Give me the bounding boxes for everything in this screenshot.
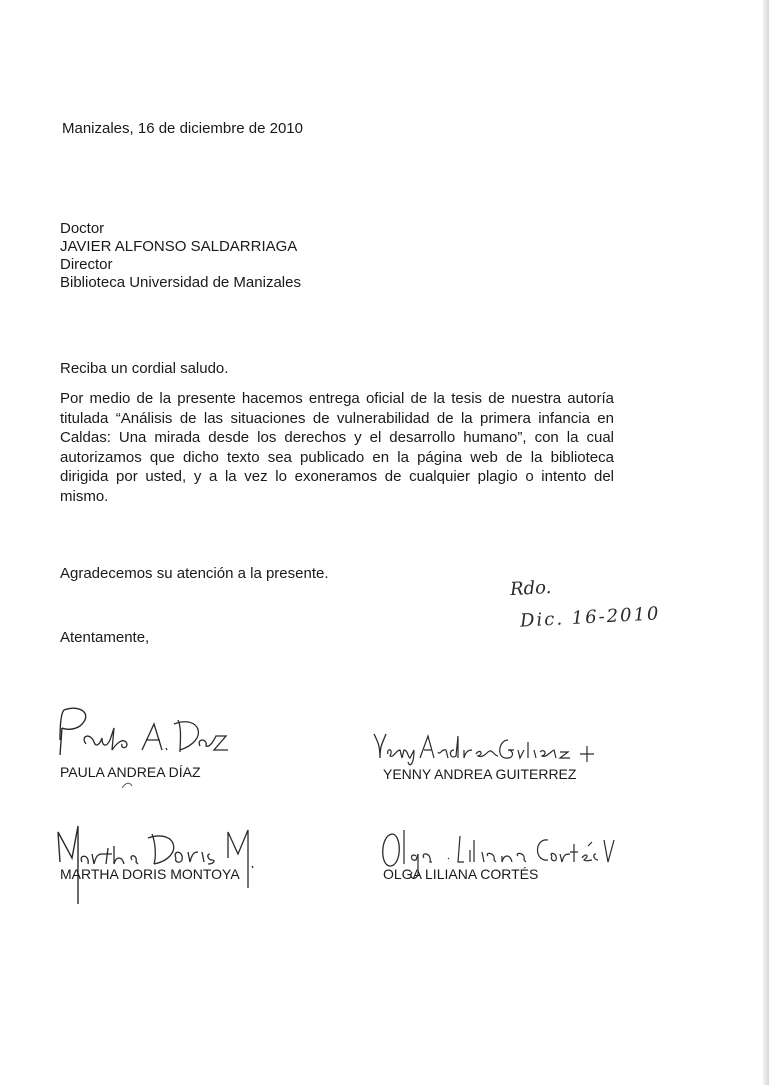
- recipient-block: [60, 220, 301, 292]
- recipient-title: Doctor: [60, 220, 105, 237]
- recipient-position: Director: [60, 256, 113, 273]
- received-stamp-line1: Rdo.: [509, 576, 552, 601]
- signatory-name-yenny: YENNY ANDREA GUITERREZ: [383, 766, 577, 782]
- signatory-name-martha: MARTHA DORIS MONTOYA: [60, 866, 240, 882]
- body-paragraph: Por medio de la presente hacemos entrega oficial de la tesis de nuestra autoría titulada “Análisis de las situaciones de vulnerabilidad de la primera infancia en Caldas: Una mirada desde los derechos y el desarrollo humano”, con la cual autorizamos que dicho texto sea publicado en la página web de la biblioteca dirigida por usted, y a la vez lo exoneramos de cualquier plagio o intento del mismo.: [60, 390, 614, 505]
- date-line: Manizales, 16 de diciembre de 2010: [62, 120, 303, 137]
- signature-paula: [50, 700, 250, 770]
- recipient-name: JAVIER ALFONSO SALDARRIAGA: [60, 238, 298, 255]
- signatory-name-olga: OLGA LILIANA CORTÉS: [383, 866, 539, 882]
- signature-martha: [52, 818, 272, 908]
- closing: Atentamente,: [60, 629, 150, 646]
- thanks-line: Agradecemos su atención a la presente.: [60, 565, 329, 582]
- scan-edge: [763, 0, 769, 1085]
- greeting: Reciba un cordial saludo.: [60, 360, 229, 377]
- signatory-name-paula: PAULA ANDREA DÍAZ: [60, 764, 201, 780]
- recipient-institution: Biblioteca Universidad de Manizales: [60, 274, 301, 291]
- received-stamp-date: Dic. 16-2010: [519, 603, 661, 632]
